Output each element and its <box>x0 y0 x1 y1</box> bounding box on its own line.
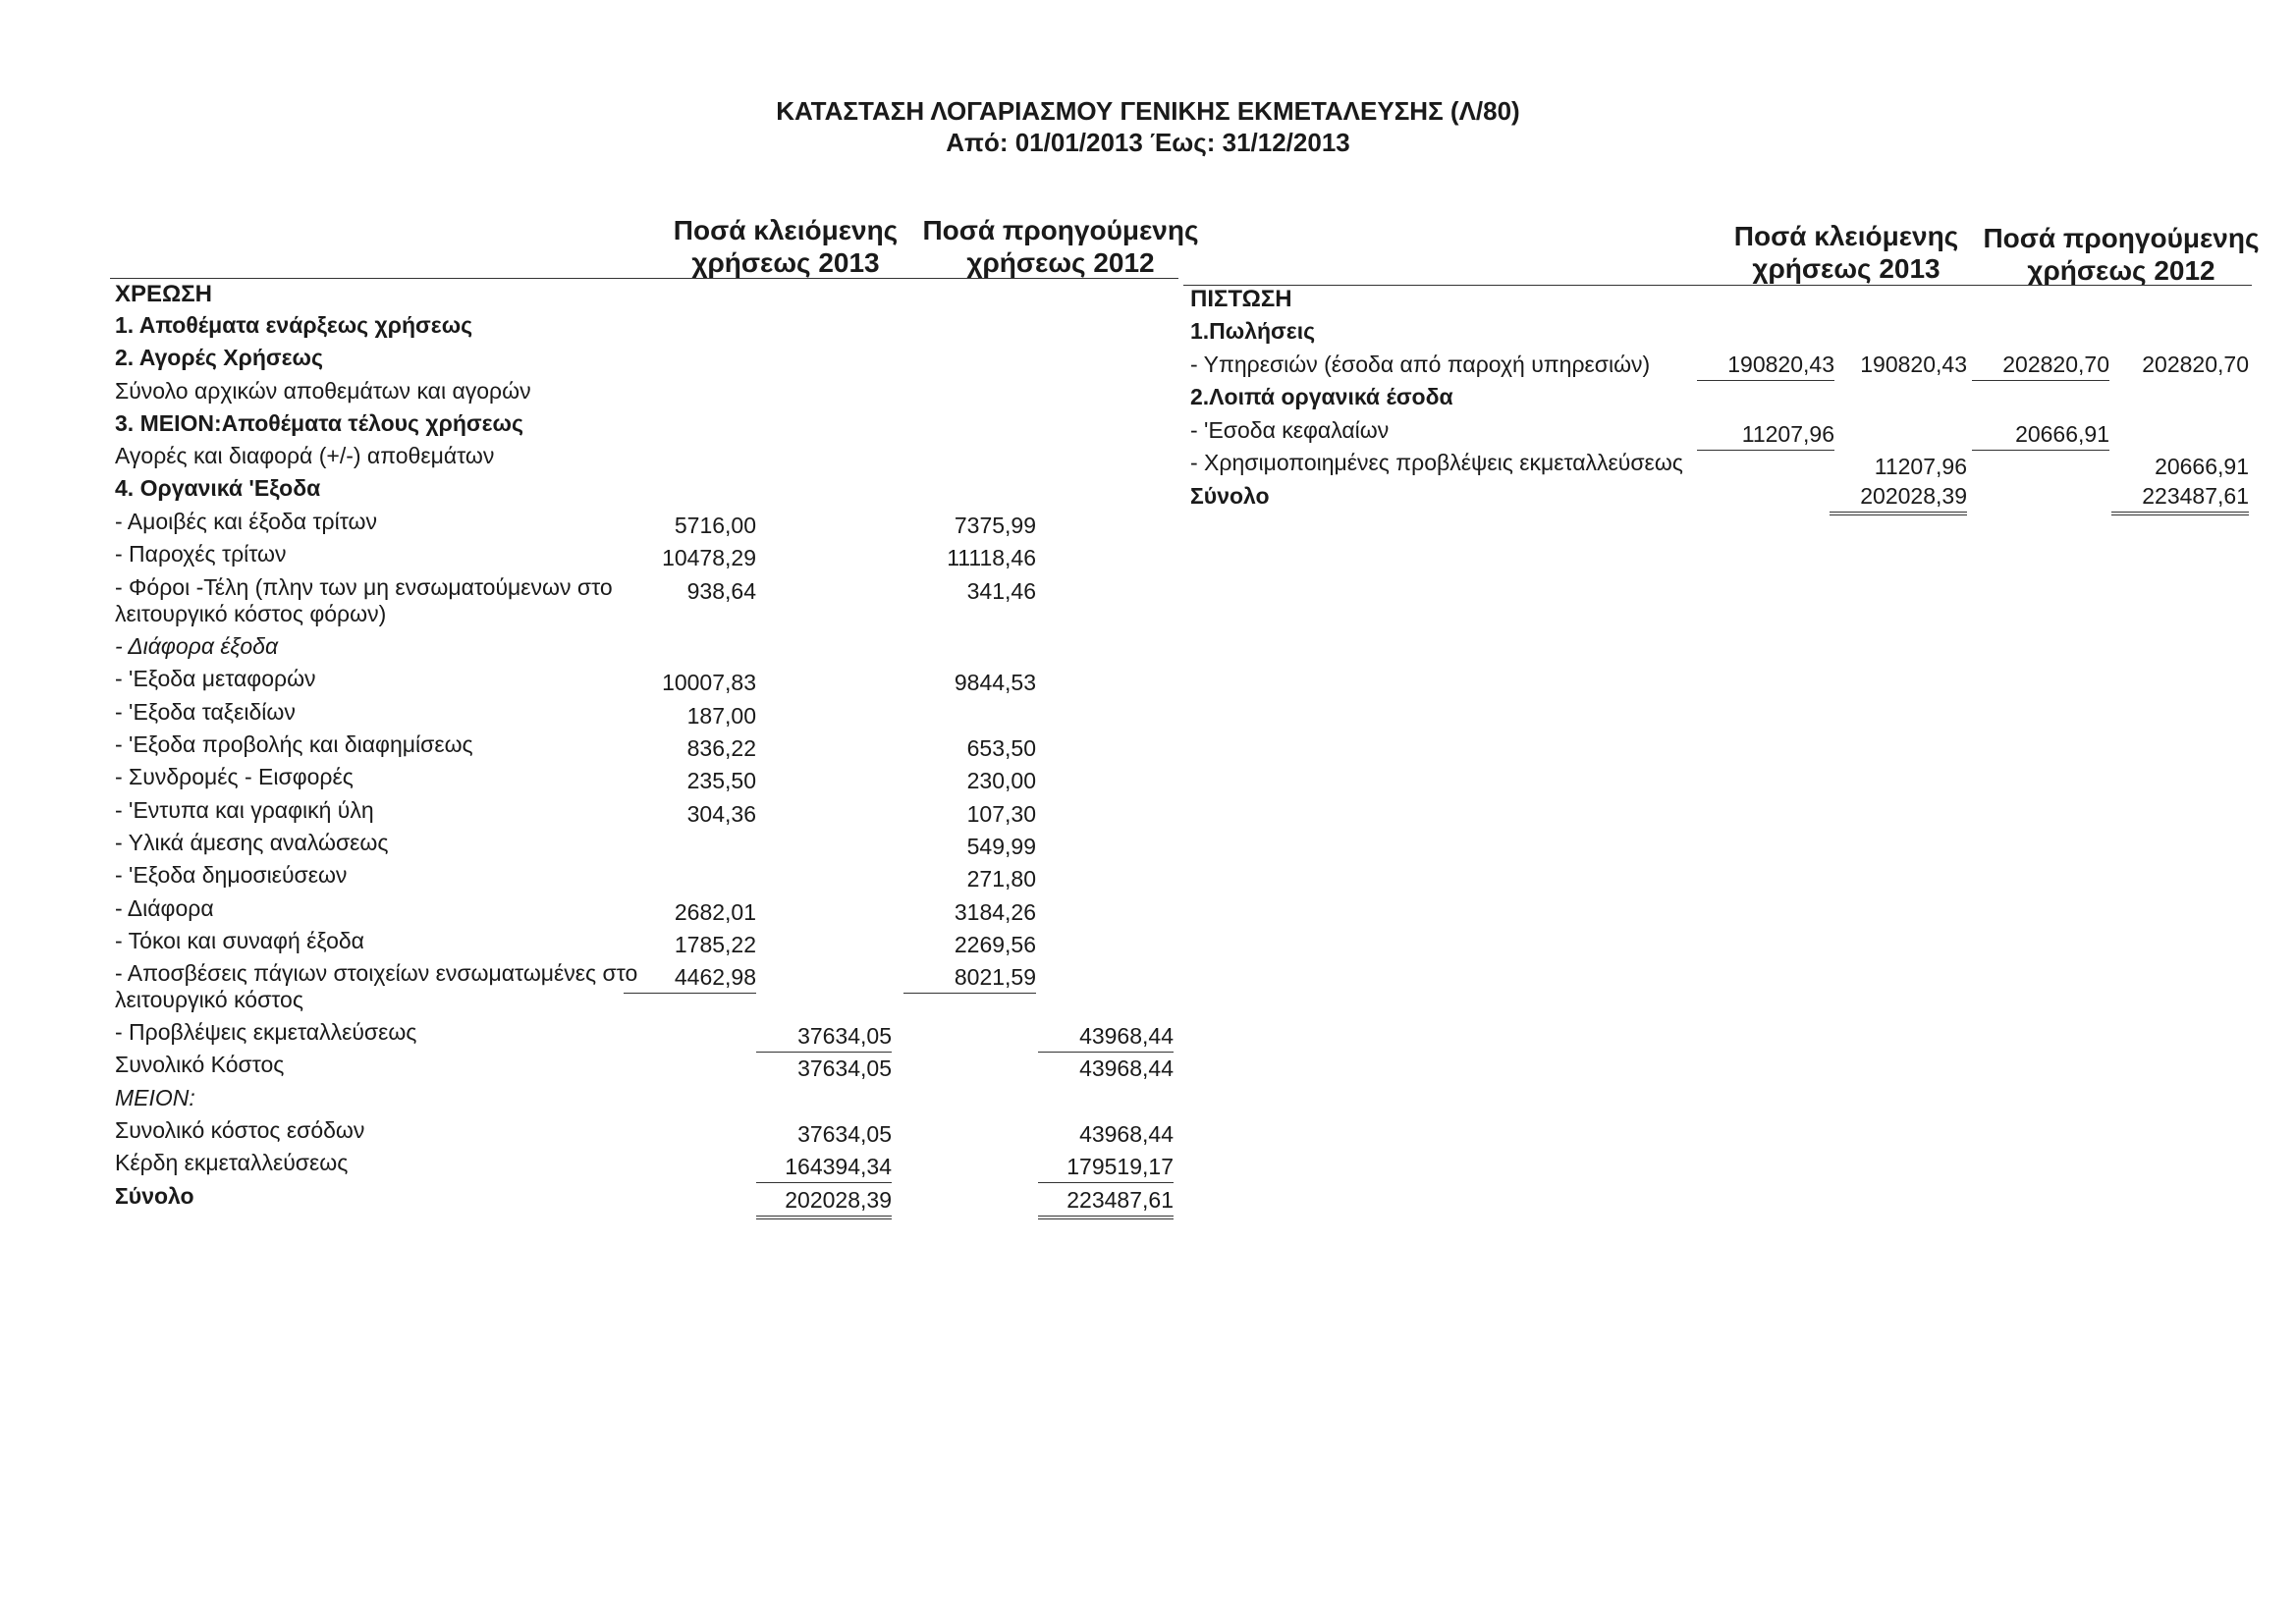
debit-row-label: 2. Αγορές Χρήσεως <box>115 345 323 370</box>
debit-amount-c: 2269,56 <box>954 932 1036 957</box>
report-title: ΚΑΤΑΣΤΑΣΗ ΛΟΓΑΡΙΑΣΜΟΥ ΓΕΝΙΚΗΣ ΕΚΜΕΤΑΛΕΥΣΗΣ (Λ/80) <box>776 96 1520 126</box>
debit-row-label: Σύνολο αρχικών αποθεμάτων και αγορών <box>115 378 531 404</box>
debit-row-label: - 'Εξοδα μεταφορών <box>115 666 316 691</box>
debit-amount-a: 4462,98 <box>624 964 756 994</box>
debit-amount-c: 9844,53 <box>954 670 1036 695</box>
debit-amount-b: 37634,05 <box>797 1121 892 1147</box>
debit-row-label: - 'Εξοδα προβολής και διαφημίσεως <box>115 731 473 757</box>
debit-amount-b: 37634,05 <box>797 1055 892 1081</box>
debit-row-label: - 'Εξοδα δημοσιεύσεων <box>115 862 348 888</box>
debit-row-label: - Διάφορα <box>115 895 214 921</box>
debit-row-label: - Παροχές τρίτων <box>115 541 287 567</box>
debit-row-label: Σύνολο <box>115 1183 194 1209</box>
credit-amount-c: 202820,70 <box>1972 352 2109 381</box>
credit-row-label: - Χρησιμοποιημένες προβλέψεις εκμεταλλεύσεως <box>1190 450 1683 475</box>
right-header-rule <box>1183 285 2252 286</box>
debit-amount-c: 653,50 <box>966 735 1036 761</box>
debit-row-label: Συνολικό Κόστος <box>115 1052 285 1077</box>
debit-amount-a: 5716,00 <box>674 513 756 538</box>
credit-amount-b: 11207,96 <box>1874 454 1967 479</box>
debit-amount-a: 1785,22 <box>674 932 756 957</box>
left-header-previous-year: Ποσά προηγούμενης χρήσεως 2012 <box>922 215 1199 278</box>
right-header-current-year: Ποσά κλειόμενης χρήσεως 2013 <box>1733 221 1959 284</box>
debit-row-label: - Υλικά άμεσης αναλώσεως <box>115 830 389 855</box>
credit-row-label: 1.Πωλήσεις <box>1190 318 1316 344</box>
left-header-current-year: Ποσά κλειόμενης χρήσεως 2013 <box>673 215 899 278</box>
credit-amount-a: 11207,96 <box>1697 421 1834 451</box>
debit-amount-a: 187,00 <box>686 703 756 729</box>
debit-amount-d: 43968,44 <box>1079 1055 1174 1081</box>
debit-amount-a: 2682,01 <box>674 899 756 925</box>
debit-amount-d: 43968,44 <box>1038 1023 1174 1053</box>
debit-amount-a: 235,50 <box>686 768 756 793</box>
debit-row-label: - Φόροι -Τέλη (πλην των μη ενσωματούμενων στο <box>115 574 613 600</box>
debit-row-label: - Διάφορα έξοδα <box>115 633 279 659</box>
credit-row-label: - Υπηρεσιών (έσοδα από παροχή υπηρεσιών) <box>1190 352 1651 377</box>
debit-heading: ΧΡΕΩΣΗ <box>115 281 212 307</box>
debit-amount-d: 179519,17 <box>1038 1154 1174 1183</box>
debit-amount-c: 549,99 <box>966 834 1036 859</box>
debit-row-label: Κέρδη εκμεταλλεύσεως <box>115 1150 349 1175</box>
debit-amount-d: 43968,44 <box>1079 1121 1174 1147</box>
debit-row-label: ΜΕΙΟΝ: <box>115 1085 195 1110</box>
debit-row-label: 4. Οργανικά 'Εξοδα <box>115 475 321 501</box>
debit-amount-b: 202028,39 <box>756 1187 892 1219</box>
right-header-previous-year: Ποσά προηγούμενης χρήσεως 2012 <box>1983 223 2260 286</box>
debit-amount-c: 107,30 <box>966 801 1036 827</box>
debit-row-label-cont: λειτουργικό κόστος <box>115 987 303 1012</box>
debit-amount-c: 11118,46 <box>947 545 1036 570</box>
debit-amount-a: 10007,83 <box>662 670 756 695</box>
debit-amount-d: 223487,61 <box>1038 1187 1174 1219</box>
debit-row-label: - 'Εξοδα ταξειδίων <box>115 699 296 725</box>
debit-row-label: - Τόκοι και συναφή έξοδα <box>115 928 364 953</box>
left-header-rule <box>110 278 1178 279</box>
credit-amount-b: 190820,43 <box>1860 352 1967 377</box>
debit-amount-c: 271,80 <box>966 866 1036 892</box>
credit-amount-b: 202028,39 <box>1830 483 1967 515</box>
credit-row-label: Σύνολο <box>1190 483 1270 509</box>
debit-amount-a: 938,64 <box>686 578 756 604</box>
debit-row-label: 1. Αποθέματα ενάρξεως χρήσεως <box>115 312 473 338</box>
report-period: Από: 01/01/2013 Έως: 31/12/2013 <box>946 128 1350 157</box>
credit-amount-d: 20666,91 <box>2155 454 2249 479</box>
debit-row-label-cont: λειτουργικό κόστος φόρων) <box>115 601 387 626</box>
credit-amount-c: 20666,91 <box>1972 421 2109 451</box>
credit-row-label: - 'Εσοδα κεφαλαίων <box>1190 417 1390 443</box>
debit-amount-c: 3184,26 <box>954 899 1036 925</box>
debit-row-label: - Προβλέψεις εκμεταλλεύσεως <box>115 1019 417 1045</box>
debit-amount-b: 164394,34 <box>756 1154 892 1183</box>
debit-row-label: - 'Εντυπα και γραφική ύλη <box>115 797 374 823</box>
debit-amount-c: 341,46 <box>966 578 1036 604</box>
debit-amount-c: 230,00 <box>966 768 1036 793</box>
credit-amount-d: 223487,61 <box>2111 483 2249 515</box>
debit-amount-a: 304,36 <box>686 801 756 827</box>
credit-amount-a: 190820,43 <box>1697 352 1834 381</box>
debit-amount-b: 37634,05 <box>756 1023 892 1053</box>
debit-amount-a: 10478,29 <box>662 545 756 570</box>
debit-amount-c: 8021,59 <box>903 964 1036 994</box>
debit-amount-a: 836,22 <box>686 735 756 761</box>
debit-row-label: - Αποσβέσεις πάγιων στοιχείων ενσωματωμένες στο <box>115 960 638 986</box>
debit-row-label: - Συνδρομές - Εισφορές <box>115 764 354 789</box>
credit-amount-d: 202820,70 <box>2142 352 2249 377</box>
credit-row-label: 2.Λοιπά οργανικά έσοδα <box>1190 384 1453 409</box>
credit-heading: ΠΙΣΤΩΣΗ <box>1190 286 1292 312</box>
debit-row-label: - Αμοιβές και έξοδα τρίτων <box>115 509 377 534</box>
debit-row-label: 3. ΜΕΙΟΝ:Αποθέματα τέλους χρήσεως <box>115 410 523 436</box>
debit-amount-c: 7375,99 <box>954 513 1036 538</box>
debit-row-label: Συνολικό κόστος εσόδων <box>115 1117 365 1143</box>
debit-row-label: Αγορές και διαφορά (+/-) αποθεμάτων <box>115 443 495 468</box>
